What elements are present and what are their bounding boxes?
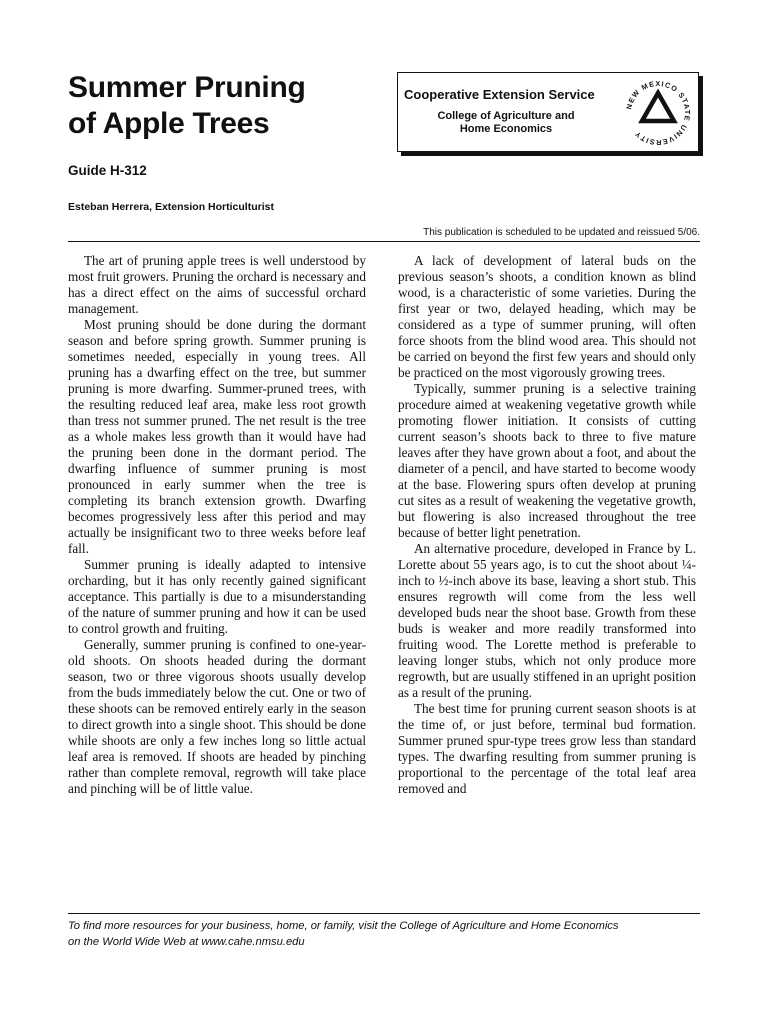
paragraph: Summer pruning is ideally adapted to intensive orcharding, but it has only recently gained significant acceptance. This partially is due to a misunderstanding of the nature of summer pruning and how it can be used to control growth and fruiting. [68, 557, 366, 636]
college-line-2: Home Economics [459, 123, 553, 135]
page-title [68, 70, 306, 142]
footer-divider [68, 913, 700, 914]
guide-number: Guide H-312 [68, 163, 147, 178]
nmsu-seal-logo [620, 75, 696, 151]
title-line-1: Summer Pruning [68, 71, 306, 104]
extension-service-box [397, 72, 699, 152]
paragraph: Typically, summer pruning is a selective training procedure aimed at weakening vegetative growth while promoting flower initiation. It consists of cutting current season’s shoots back to three to five mature leaves after they have grown about a foot, and about the diameter of a pencil, and have started to become woody at the base. Flowering spurs often develop at pruning cut sites as a result of weakening the vegetative growth, but flowering is also increased throughout the tree because of better light penetration. [398, 381, 696, 540]
footer-line-1: To find more resources for your business, home, or family, visit the College of Agriculture and Home Economics [68, 920, 619, 932]
right-column [398, 253, 696, 797]
paragraph: The best time for pruning current season shoots is at the time of, or just before, terminal bud formation. Summer pruned spur-type trees grow less than standard types. The dwarfing resulting from summer pruning is proportional to the percentage of the total leaf area removed and [398, 701, 696, 796]
title-line-2: of Apple Trees [68, 107, 270, 140]
paragraph: Most pruning should be done during the dormant season and before spring growth. Summer pruning is sometimes needed, especially in young trees. All pruning has a dwarfing effect on the tree, but summer pruning is more dwarfing. Summer-pruned trees, with the resulting reduced leaf area, make less root growth than tress not summer pruned. The net result is the tree as a whole makes less growth than it would have had the pruning been done in the dormant period. The dwarfing influence of summer pruning is most pronounced in early summer when the tree is completing its branch extension growth. Dwarfing becomes progressively less after this period and may actually be insignificant two to three weeks before leaf fall. [68, 317, 366, 556]
update-notice: This publication is scheduled to be updated and reissued 5/06. [423, 227, 700, 238]
paragraph: Generally, summer pruning is confined to one-year-old shoots. On shoots headed during the dormant season, two or three vigorous shoots usually develop from the buds immediately below the cut. One or two of these shoots can be removed entirely early in the season to direct growth into a single shoot. This should be done while shoots are only a few inches long so little actual leaf area is removed. If shoots are headed by pinching rather than complete removal, regrowth will take place and pinching will be of little value. [68, 637, 366, 796]
paragraph: The art of pruning apple trees is well understood by most fruit growers. Pruning the orchard is necessary and has a direct effect on the aims of successful orchard management. [68, 253, 366, 316]
extension-service-title: Cooperative Extension Service [404, 87, 595, 102]
paragraph: An alternative procedure, developed in France by L. Lorette about 55 years ago, is to cut the shoot about ¼-inch to ½-inch above its base, leaving a short stub. This ensures regrowth will come from the less well developed buds near the shoot base. Growth from these buds is weaker and more readily transformed into fruiting wood. The Lorette method is preferable to leaving longer stubs, which not only produce more regrowth, but are usually stiffened in an upright position as a result of the pruning. [398, 541, 696, 700]
paragraph: A lack of development of lateral buds on the previous season’s shoots, a condition known as blind wood, is a characteristic of some varieties. During the first year or two, delayed heading, which may be considered as a type of summer pruning, will often force shoots from the blind wood area. This should not be carried on beyond the first few years and should only be practiced on the most vigorously growing trees. [398, 253, 696, 380]
header-divider [68, 241, 700, 242]
left-column [68, 253, 366, 797]
seal-text: NEW MEXICO STATE UNIVERSITY [624, 78, 693, 148]
author-line: Esteban Herrera, Extension Horticulturist [68, 201, 274, 213]
college-line-1: College of Agriculture and [437, 110, 575, 122]
footer-note [68, 918, 708, 950]
college-name [398, 110, 614, 136]
footer-line-2: on the World Wide Web at www.cahe.nmsu.edu [68, 936, 305, 948]
